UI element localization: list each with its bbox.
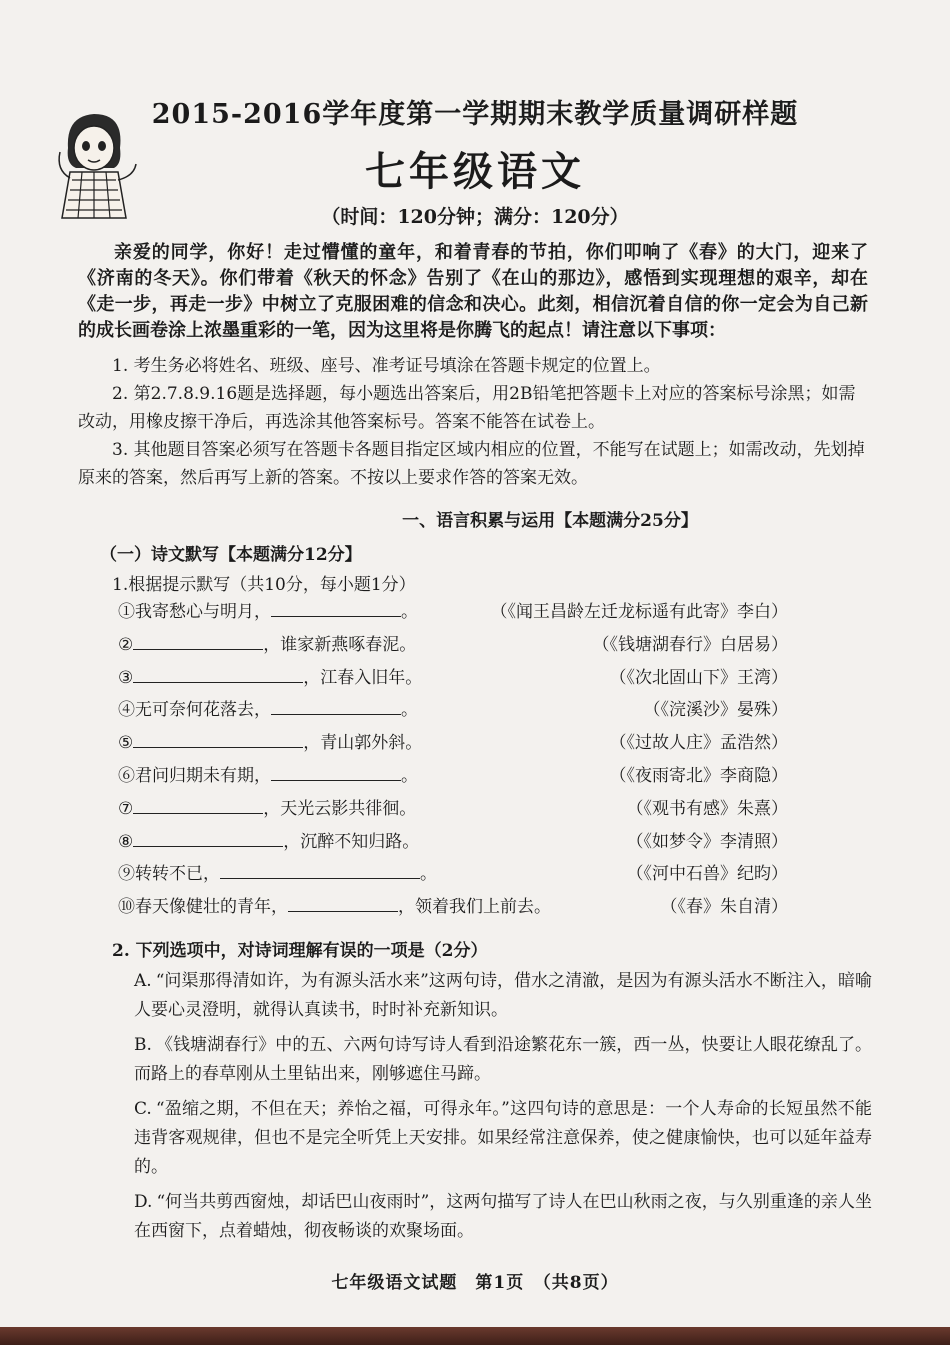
poem-item [118, 664, 788, 697]
poem-text: ，青山郭外斜。 [303, 733, 423, 754]
option-key: C. [134, 1099, 152, 1119]
option-text: 《钱塘湖春行》中的五、六两句诗写诗人看到沿途繁花东一簇，西一丛，快要让人眼花缭乱了。而路上的春草刚从土里钻出来，刚够遮住马蹄。 [134, 1035, 872, 1084]
poem-text: ，领着我们上前去。 [398, 897, 551, 918]
poem-source: （《钱塘湖春行》白居易） [592, 634, 788, 655]
note-item: 1. 考生务必将姓名、班级、座号、准考证号填涂在答题卡规定的位置上。 [112, 356, 661, 376]
question-1-title: 1.根据提示默写（共10分，每小题1分） [112, 575, 416, 595]
item-number: ⑨ [118, 864, 135, 885]
item-number: ⑦ [118, 798, 134, 819]
exam-header-title: 2015-2016学年度第一学期期末教学质量调研样题 [151, 99, 799, 130]
note-item: 3. 其他题目答案必须写在答题卡各题目指定区域内相应的位置，不能写在试题上；如需改动，先划掉原来的答案，然后再写上新的答案。不按以上要求作答的答案无效。 [78, 440, 865, 488]
poem-text: 。 [401, 700, 418, 721]
answer-blank[interactable] [133, 828, 283, 847]
item-number: ③ [118, 667, 134, 688]
poem-text: 春天像健壮的青年， [135, 897, 288, 918]
poem-source: （《观书有感》朱熹） [626, 798, 788, 819]
poem-source: （《夜雨寄北》李商隐） [609, 765, 788, 786]
poem-item [118, 860, 788, 893]
poem-source: （《次北固山下》王湾） [609, 667, 788, 688]
poem-text: ，天光云影共徘徊。 [263, 798, 417, 819]
poem-text: 。 [401, 602, 418, 622]
poem-text: 君问归期未有期， [135, 765, 271, 786]
subject-title: 七年级语文 [365, 148, 585, 195]
item-number: ② [118, 634, 134, 655]
choice-option-c [134, 1095, 872, 1182]
item-number: ⑤ [118, 733, 134, 754]
option-text: “何当共剪西窗烛，却话巴山夜雨时”，这两句描写了诗人在巴山秋雨之夜，与久别重逢的亲人坐在西窗下，点着蜡烛，彻夜畅谈的欢聚场面。 [134, 1192, 872, 1241]
exam-time-score: （时间：120分钟；满分：120分） [321, 206, 629, 228]
section-title: 一、语言积累与运用【本题满分25分】 [402, 511, 698, 531]
option-text: “盈缩之期，不但在天；养怡之福，可得永年。”这四句诗的意思是：一个人寿命的长短虽然不能违背客观规律，但也不是完全听凭上天安排。如果经常注意保养，使之健康愉快，也可以延年益寿的。 [134, 1099, 872, 1177]
poem-text: 无可奈何花落去， [135, 700, 271, 721]
poem-text: 。 [420, 864, 437, 885]
answer-blank[interactable] [271, 762, 401, 781]
poem-fill-list [118, 598, 788, 926]
poem-source: （《浣溪沙》晏殊） [643, 700, 788, 721]
choice-option-d [134, 1188, 872, 1246]
notes-list [78, 352, 868, 492]
answer-blank[interactable] [133, 631, 263, 650]
answer-blank[interactable] [271, 696, 401, 715]
poem-item [118, 729, 788, 762]
poem-item [118, 598, 788, 631]
choice-option-a [134, 967, 872, 1025]
poem-text: ，谁家新燕啄春泥。 [263, 634, 417, 655]
option-key: D. [134, 1192, 153, 1212]
poem-source: （《过故人庄》孟浩然） [609, 733, 788, 754]
poem-text: ，沉醉不知归路。 [283, 831, 420, 852]
poem-item [118, 795, 788, 828]
item-number: ⑩ [118, 897, 135, 918]
poem-item [118, 828, 788, 861]
poem-source: （《春》朱自清） [660, 897, 788, 918]
answer-blank[interactable] [133, 664, 303, 683]
option-key: B. [134, 1035, 152, 1055]
poem-text: 我寄愁心与明月， [135, 602, 271, 622]
table-edge [0, 1327, 950, 1345]
item-number: ⑥ [118, 765, 135, 786]
poem-source: （《如梦令》李清照） [626, 831, 788, 852]
answer-blank[interactable] [288, 893, 398, 912]
answer-blank[interactable] [220, 860, 420, 879]
choice-option-b [134, 1031, 872, 1089]
poem-text: 。 [401, 765, 418, 786]
poem-source: （《河中石兽》纪昀） [626, 864, 788, 885]
question-2-title: 2. 下列选项中，对诗词理解有误的一项是（2分） [112, 941, 488, 961]
item-number: ① [118, 602, 135, 622]
poem-item [118, 893, 788, 926]
answer-blank[interactable] [133, 795, 263, 814]
poem-item [118, 696, 788, 729]
item-number: ④ [118, 700, 135, 721]
item-number: ⑧ [118, 831, 134, 852]
poem-item [118, 762, 788, 795]
poem-item [118, 631, 788, 664]
poem-text: 转转不已， [135, 864, 220, 885]
answer-blank[interactable] [133, 729, 303, 748]
sub-section-title: （一）诗文默写【本题满分12分】 [100, 545, 362, 565]
answer-blank[interactable] [271, 598, 401, 617]
option-text: “问渠那得清如许，为有源头活水来”这两句诗，借水之清澈，是因为有源头活水不断注入，暗喻人要心灵澄明，就得认真读书，时时补充新知识。 [134, 971, 872, 1020]
poem-text: ，江春入旧年。 [303, 667, 423, 688]
question-2 [112, 936, 872, 1252]
poem-source: （《闻王昌龄左迁龙标遥有此寄》李白） [490, 602, 788, 622]
intro-paragraph: 亲爱的同学，你好！走过懵懂的童年，和着青春的节拍，你们叩响了《春》的大门，迎来了《济南的冬天》。你们带着《秋天的怀念》告别了《在山的那边》，感悟到实现理想的艰辛，却在《走一步，再走一步》中树立了克服困难的信念和决心。此刻，相信沉着自信的你一定会为自己新的成长画卷涂上浓墨重彩的一笔，因为这里将是你腾飞的起点！请注意以下事项： [78, 242, 868, 341]
page-footer: 七年级语文试题 第1页 （共8页） [331, 1273, 619, 1293]
option-key: A. [134, 971, 152, 991]
note-item: 2. 第2.7.8.9.16题是选择题，每小题选出答案后，用2B铅笔把答题卡上对应的答案标号涂黑；如需改动，用橡皮擦干净后，再选涂其他答案标号。答案不能答在试卷上。 [78, 384, 856, 432]
